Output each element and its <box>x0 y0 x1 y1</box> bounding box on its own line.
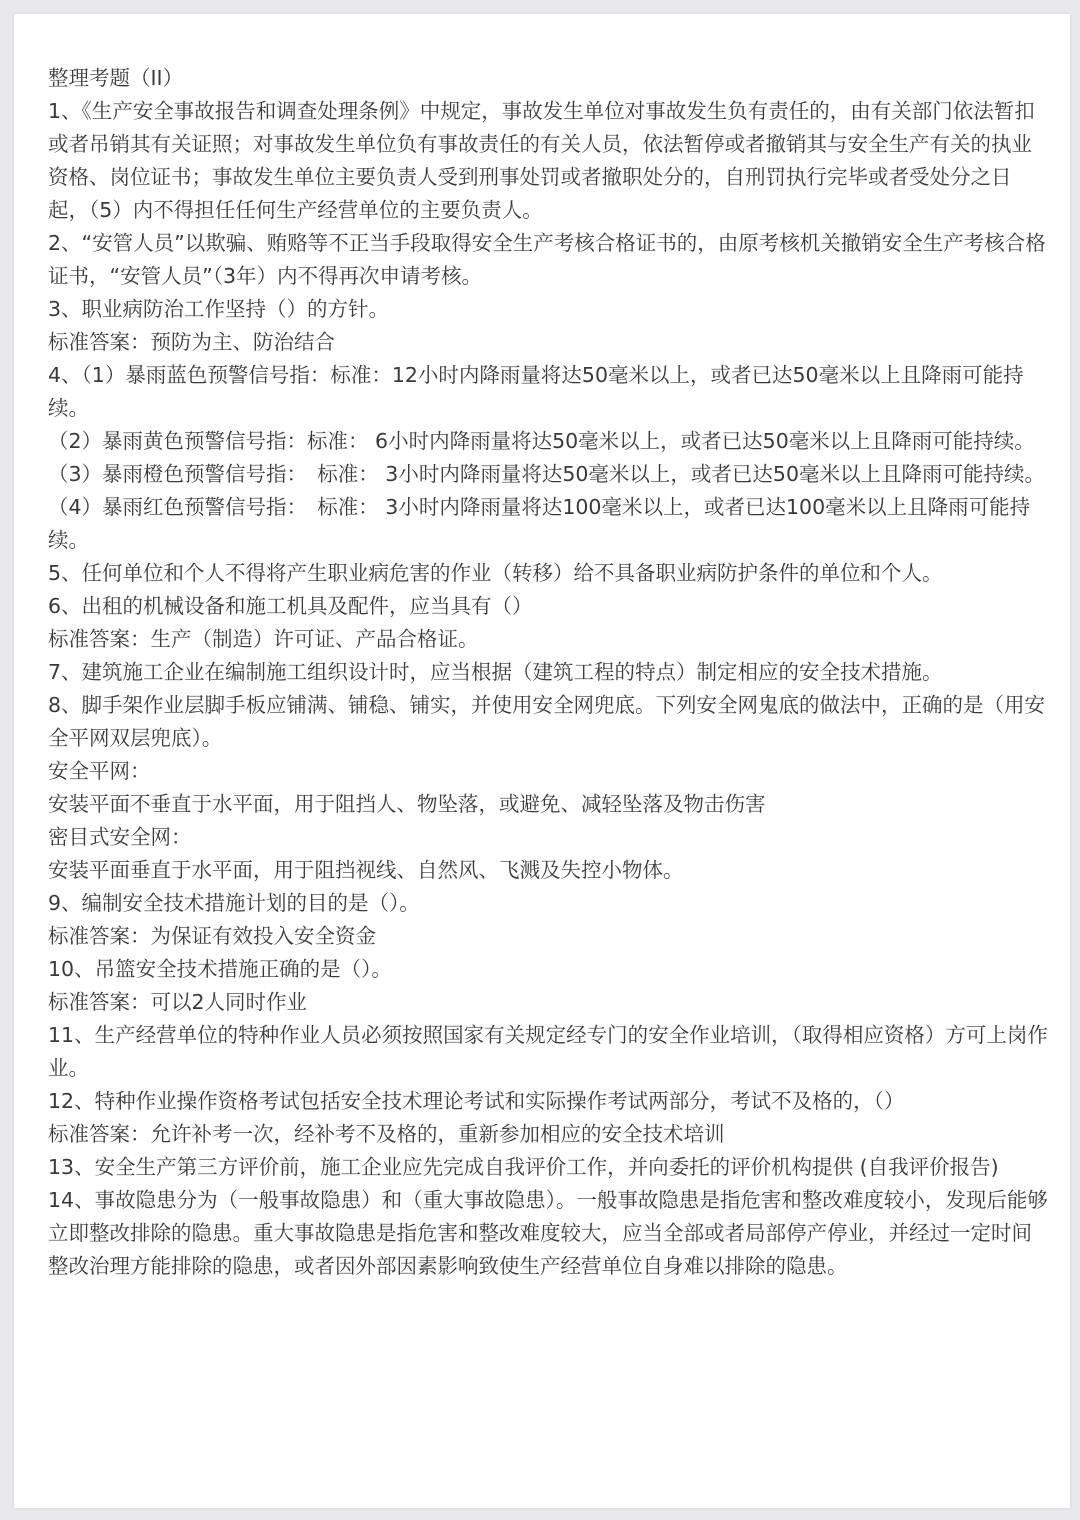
document-title: 整理考题（II） <box>48 66 184 90</box>
document-body <box>48 62 1048 1283</box>
question-1: 1、《生产安全事故报告和调查处理条例》中规定，事故发生单位对事故发生负有责任的，由有关部门依法暂扣或者吊销其有关证照；对事故发生单位负有事故责任的有关人员，依法暂停或者撤销其与安全生产有关的执业资格、岗位证书；事故发生单位主要负责人受到刑事处罚或者撤职处分的，自刑罚执行完毕或者受处分之日起，（5）内不得担任任何生产经营单位的主要负责人。 <box>48 99 1035 222</box>
document-page <box>14 14 1070 1508</box>
question-5: 5、任何单位和个人不得将产生职业病危害的作业（转移）给不具备职业病防护条件的单位和个人。 <box>48 561 943 585</box>
answer-10: 标准答案：可以2人同时作业 <box>48 990 308 1014</box>
question-12: 12、特种作业操作资格考试包括安全技术理论考试和实际操作考试两部分，考试不及格的，（） <box>48 1089 905 1113</box>
answer-6: 标准答案：生产（制造）许可证、产品合格证。 <box>48 627 479 651</box>
question-8: 8、脚手架作业层脚手板应铺满、铺稳、铺实，并使用安全网兜底。下列安全网鬼底的做法中，正确的是（用安全平网双层兜底）。 <box>48 693 1046 750</box>
question-10: 10、吊篮安全技术措施正确的是（）。 <box>48 957 392 981</box>
question-6: 6、出租的机械设备和施工机具及配件，应当具有（） <box>48 594 533 618</box>
question-13: 13、安全生产第三方评价前，施工企业应先完成自我评价工作，并向委托的评价机构提供 (自我评价报告) <box>48 1155 999 1179</box>
question-4-orange: （3）暴雨橙色预警信号指： 标准： 3小时内降雨量将达50毫米以上，或者已达50毫米以上且降雨可能持续。 <box>48 462 1046 486</box>
question-11: 11、生产经营单位的特种作业人员必须按照国家有关规定经专门的安全作业培训，（取得相应资格）方可上岗作业。 <box>48 1023 1048 1080</box>
safety-flat-net-desc: 安装平面不垂直于水平面，用于阻挡人、物坠落，或避免、减轻坠落及物击伤害 <box>48 792 766 816</box>
answer-9: 标准答案：为保证有效投入安全资金 <box>48 924 376 948</box>
question-9: 9、编制安全技术措施计划的目的是（）。 <box>48 891 420 915</box>
answer-3: 标准答案：预防为主、防治结合 <box>48 330 335 354</box>
question-3: 3、职业病防治工作坚持（）的方针。 <box>48 297 390 321</box>
dense-mesh-net-heading: 密目式安全网： <box>48 825 192 849</box>
safety-flat-net-heading: 安全平网： <box>48 759 151 783</box>
question-4-blue: 4、（1）暴雨蓝色预警信号指：标准：12小时内降雨量将达50毫米以上，或者已达50毫米以上且降雨可能持续。 <box>48 363 1024 420</box>
question-2: 2、“安管人员”以欺骗、贿赂等不正当手段取得安全生产考核合格证书的，由原考核机关撤销安全生产考核合格证书，“安管人员”（3年）内不得再次申请考核。 <box>48 231 1046 288</box>
answer-12: 标准答案：允许补考一次，经补考不及格的，重新参加相应的安全技术培训 <box>48 1122 725 1146</box>
question-7: 7、建筑施工企业在编制施工组织设计时，应当根据（建筑工程的特点）制定相应的安全技术措施。 <box>48 660 943 684</box>
question-4-yellow: （2）暴雨黄色预警信号指：标准： 6小时内降雨量将达50毫米以上，或者已达50毫米以上且降雨可能持续。 <box>48 429 1035 453</box>
question-4-red: （4）暴雨红色预警信号指： 标准： 3小时内降雨量将达100毫米以上，或者已达100毫米以上且降雨可能持续。 <box>48 495 1031 552</box>
question-14: 14、事故隐患分为（一般事故隐患）和（重大事故隐患）。一般事故隐患是指危害和整改难度较小，发现后能够立即整改排除的隐患。重大事故隐患是指危害和整改难度较大，应当全部或者局部停产停业，并经过一定时间整改治理方能排除的隐患，或者因外部因素影响致使生产经营单位自身难以排除的隐患。 <box>48 1188 1048 1278</box>
dense-mesh-net-desc: 安装平面垂直于水平面，用于阻挡视线、自然风、飞溅及失控小物体。 <box>48 858 684 882</box>
